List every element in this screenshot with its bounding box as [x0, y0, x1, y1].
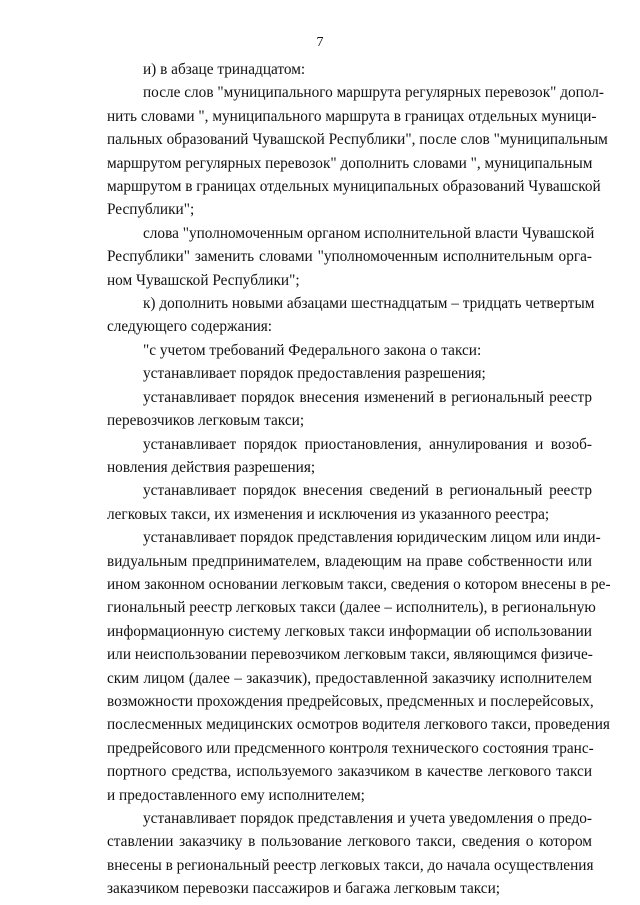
paragraph-line: "с учетом требований Федерального закона о такси:	[143, 341, 482, 359]
paragraph-line: устанавливает порядок представления юридическим лицом или инди-	[143, 529, 601, 547]
paragraph-line: следующего содержания:	[107, 318, 273, 336]
paragraph-line: к) дополнить новыми абзацами шестнадцатым – тридцать четвертым	[143, 295, 595, 313]
paragraph-line: видуальным предпринимателем, владеющим на праве собственности или	[107, 552, 592, 570]
paragraph-line: и) в абзаце тринадцатом:	[143, 61, 306, 78]
paragraph-line: информационную систему легковых такси информации об использовании	[107, 622, 592, 640]
paragraph	[107, 339, 592, 362]
paragraph-line: внесены в региональный реестр легковых такси, до начала осуществления	[107, 856, 594, 874]
paragraph-line: Республики" заменить словами "уполномоченным исполнительным орга-	[107, 248, 592, 266]
paragraph-line: или неиспользовании перевозчиком легковым такси, являющимся физиче-	[107, 646, 593, 664]
paragraph-line: и предоставленного ему исполнителем;	[107, 786, 365, 804]
paragraph	[107, 386, 592, 433]
paragraph	[107, 807, 592, 901]
paragraph-line: Республики";	[107, 201, 195, 219]
page-number: 7	[316, 35, 324, 50]
paragraph-line: ином законном основании легковым такси, сведения о котором внесены в ре-	[107, 575, 611, 593]
paragraph	[107, 58, 592, 81]
paragraph-line: слова "уполномоченным органом исполнительной власти Чувашской	[143, 224, 595, 242]
paragraph-line: новления действия разрешения;	[107, 458, 316, 476]
paragraph-line: ставлении заказчику в пользование легкового такси, сведения о котором	[107, 833, 592, 851]
paragraph	[107, 222, 595, 292]
paragraph-line: предрейсового или предсменного контроля технического состояния транс-	[107, 739, 594, 757]
paragraph	[107, 292, 595, 339]
paragraph	[107, 479, 592, 526]
paragraph-line: пальных образований Чувашской Республики", после слов "муниципальным	[107, 131, 608, 149]
paragraph-line: заказчиком перевозки пассажиров и багажа легковым такси;	[107, 880, 501, 898]
paragraph-line: возможности прохождения предрейсовых, предсменных и послерейсовых,	[107, 692, 594, 710]
paragraph	[107, 362, 592, 385]
paragraph-line: нить словами ", муниципального маршрута в границах отдельных муници-	[107, 107, 597, 125]
paragraph-line: послесменных медицинских осмотров водителя легкового такси, проведения	[107, 716, 610, 734]
paragraph-line: ном Чувашской Республики";	[107, 271, 300, 289]
paragraph	[107, 81, 608, 221]
paragraph-line: гиональный реестр легковых такси (далее – исполнитель), в региональную	[107, 599, 596, 617]
paragraph-line: маршрутом в границах отдельных муниципальных образований Чувашской	[107, 178, 601, 196]
document-body	[107, 58, 611, 901]
paragraph-line: маршрутом регулярных перевозок" дополнить словами ", муниципальным	[107, 154, 593, 172]
paragraph-line: легковых такси, их изменения и исключения из указанного реестра;	[107, 505, 550, 523]
paragraph-line: портного средства, используемого заказчиком в качестве легкового такси	[107, 763, 592, 781]
paragraph-line: устанавливает порядок внесения сведений в региональный реестр	[143, 482, 592, 500]
paragraph	[107, 433, 592, 480]
paragraph-line: устанавливает порядок представления и учета уведомления о предо-	[143, 810, 592, 827]
paragraph-line: перевозчиков легковым такси;	[107, 412, 305, 430]
paragraph-line: устанавливает порядок внесения изменений в региональный реестр	[143, 388, 592, 406]
paragraph	[107, 526, 611, 807]
paragraph-line: устанавливает порядок приостановления, аннулирования и возоб-	[143, 435, 592, 453]
paragraph-line: ским лицом (далее – заказчик), предоставленной заказчику исполнителем	[107, 669, 592, 687]
paragraph-line: после слов "муниципального маршрута регулярных перевозок" допол-	[143, 84, 604, 102]
paragraph-line: устанавливает порядок предоставления разрешения;	[143, 365, 486, 383]
